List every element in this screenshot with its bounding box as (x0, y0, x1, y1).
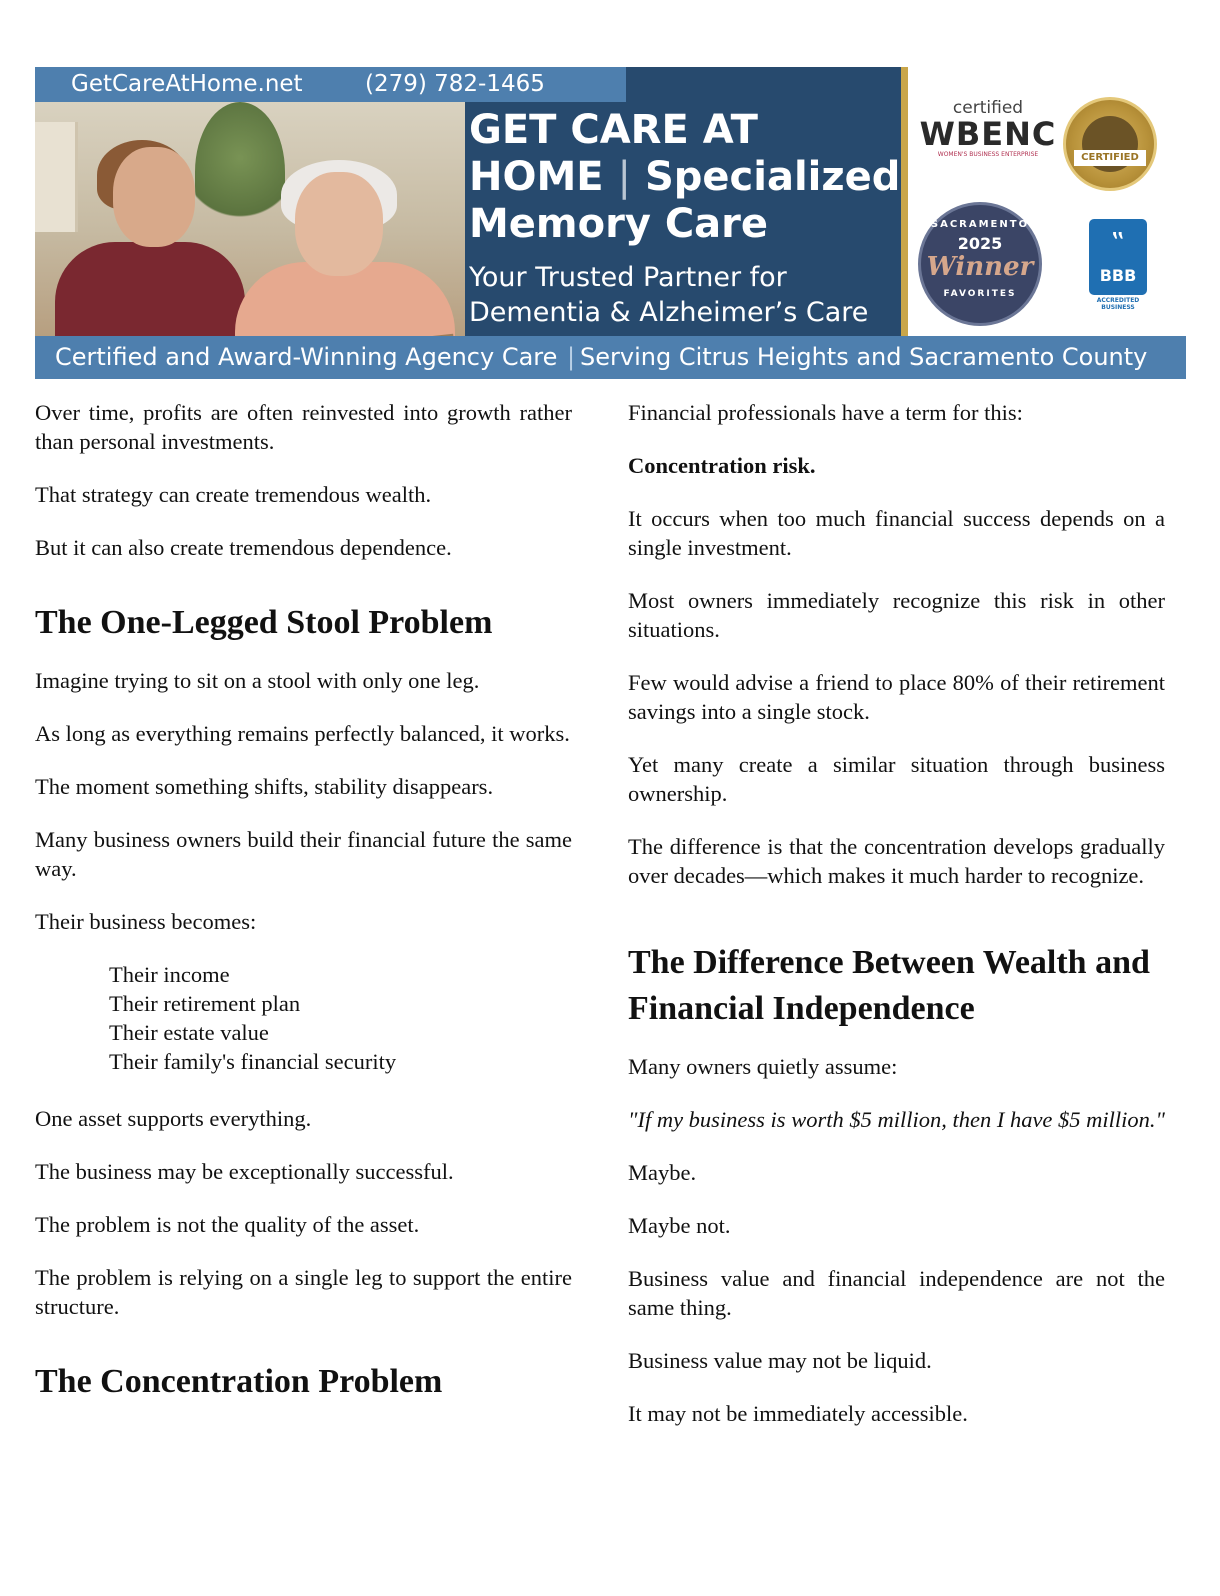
paragraph: The problem is relying on a single leg to support the entire structure. (35, 1265, 572, 1319)
bbb-accredited-badge: ‟ BBB ACCREDITED BUSINESS (1089, 219, 1147, 315)
section-heading: The One-Legged Stool Problem (35, 604, 493, 641)
paragraph: Concentration risk. (628, 453, 816, 478)
list-item: Their estate value (109, 1020, 269, 1045)
torch-icon: ‟ (1110, 226, 1126, 259)
wbenc-logo: certified WBENC WOMEN'S BUSINESS ENTERPRISE (919, 98, 1057, 158)
paragraph: The difference is that the concentration develops gradually over decades—which makes it much harder to recognize. (628, 834, 1165, 888)
gold-divider (901, 67, 908, 336)
paragraph: Financial professionals have a term for this: (628, 400, 1023, 425)
paragraph: Business value may not be liquid. (628, 1348, 932, 1373)
paragraph: The problem is not the quality of the asset. (35, 1212, 420, 1237)
website-link[interactable]: GetCareAtHome.net (71, 71, 303, 97)
banner-tagline: Your Trusted Partner for Dementia & Alzheimer’s Care (469, 262, 869, 328)
paragraph: That strategy can create tremendous wealth. (35, 482, 432, 507)
paragraph: Over time, profits are often reinvested into growth rather than personal investments. (35, 400, 572, 454)
paragraph: Most owners immediately recognize this risk in other situations. (628, 588, 1165, 642)
paragraph: It may not be immediately accessible. (628, 1401, 968, 1426)
ad-banner[interactable] (35, 67, 1186, 379)
paragraph: But it can also create tremendous dependence. (35, 535, 452, 560)
paragraph: As long as everything remains perfectly balanced, it works. (35, 721, 570, 746)
certified-seal-icon: CERTIFIED (1063, 97, 1157, 191)
caregiver-photo (35, 102, 465, 336)
banner-top-bar (35, 67, 626, 102)
banner-headline: GET CARE AT HOME | Specialized Memory Care (469, 107, 901, 247)
list-item: Their income (109, 962, 230, 987)
paragraph: Their business becomes: (35, 909, 257, 934)
paragraph: The business may be exceptionally successful. (35, 1159, 454, 1184)
paragraph: It occurs when too much financial success depends on a single investment. (628, 506, 1165, 560)
paragraph: Business value and financial independence are not the same thing. (628, 1266, 1165, 1320)
phone-number[interactable]: (279) 782-1465 (365, 71, 545, 97)
banner-bottom-bar: Certified and Award-Winning Agency Care | Serving Citrus Heights and Sacramento County (35, 336, 1186, 379)
left-column (35, 398, 572, 1405)
section-heading: The Difference Between Wealth and Financial Independence (628, 944, 1150, 1027)
paragraph: Maybe. (628, 1160, 697, 1185)
paragraph: One asset supports everything. (35, 1106, 312, 1131)
paragraph: The moment something shifts, stability disappears. (35, 774, 494, 799)
sacramento-winner-badge: SACRAMENTO 2025 Winner FAVORITES (918, 202, 1042, 326)
paragraph: Few would advise a friend to place 80% of their retirement savings into a single stock. (628, 670, 1165, 724)
badges-panel (908, 67, 1186, 336)
list-item: Their family's financial security (109, 1049, 397, 1074)
section-heading: The Concentration Problem (35, 1363, 443, 1400)
right-column (628, 398, 1165, 1452)
paragraph: Maybe not. (628, 1213, 731, 1238)
list-item: Their retirement plan (109, 991, 301, 1016)
paragraph: Yet many create a similar situation through business ownership. (628, 752, 1165, 806)
quote: "If my business is worth $5 million, then I have $5 million." (628, 1107, 1165, 1132)
paragraph: Imagine trying to sit on a stool with only one leg. (35, 668, 480, 693)
paragraph: Many owners quietly assume: (628, 1054, 898, 1079)
paragraph: Many business owners build their financial future the same way. (35, 827, 572, 881)
list (109, 960, 572, 1076)
